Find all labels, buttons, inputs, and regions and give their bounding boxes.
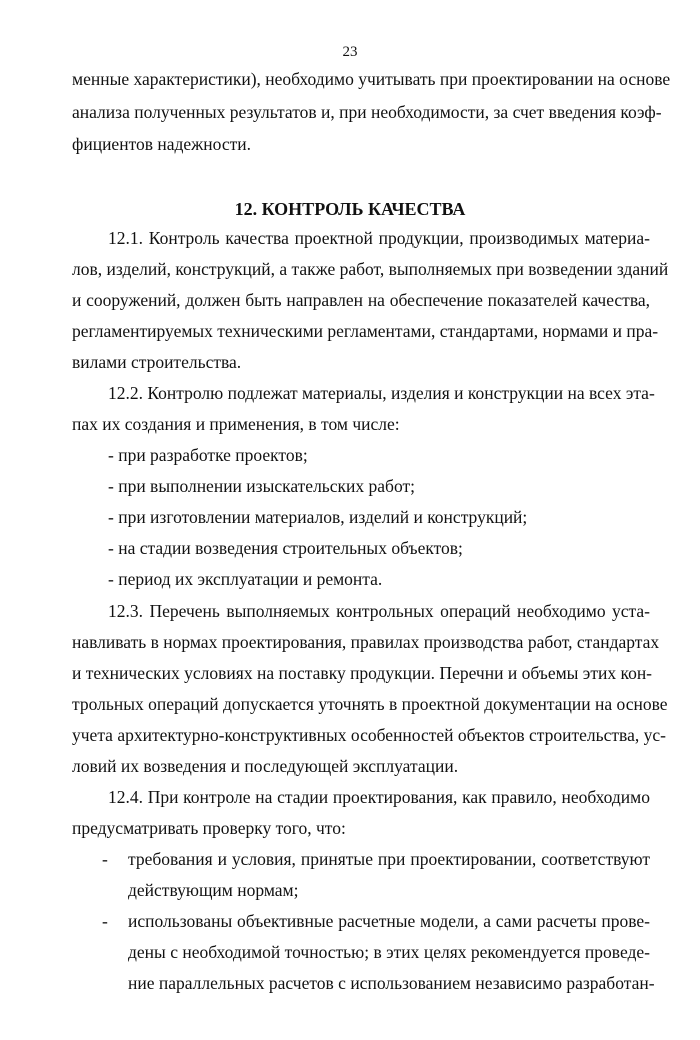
- text-line: учета архитектурно-конструктивных особенностей объектов строительства, ус-: [72, 725, 666, 745]
- paragraph-first-line: 12.4. При контроле на стадии проектирования, как правило, необходимо: [108, 787, 650, 807]
- bullet-line: использованы объективные расчетные модели, а сами расчеты прове-: [128, 911, 650, 931]
- bullet-marker: -: [102, 911, 108, 931]
- text-line: ловий их возведения и последующей эксплуатации.: [72, 756, 459, 776]
- list-item: - при изготовлении материалов, изделий и конструкций;: [108, 507, 528, 527]
- bullet-line: ние параллельных расчетов с использованием независимо разработан-: [128, 973, 655, 993]
- bullet-marker: -: [102, 849, 108, 869]
- text-line: и технических условиях на поставку продукции. Перечни и объемы этих кон-: [72, 663, 653, 683]
- list-item: - период их эксплуатации и ремонта.: [108, 569, 383, 589]
- text-line: вилами строительства.: [72, 352, 242, 372]
- section-heading: 12. КОНТРОЛЬ КАЧЕСТВА: [234, 199, 466, 219]
- paragraph-first-line: 12.3. Перечень выполняемых контрольных операций необходимо уста-: [108, 601, 650, 621]
- text-line: фициентов надежности.: [72, 134, 251, 154]
- list-item: - при разработке проектов;: [108, 445, 308, 465]
- paragraph-first-line: 12.1. Контроль качества проектной продукции, производимых материа-: [108, 228, 650, 248]
- text-line: менные характеристики), необходимо учитывать при проектировании на основе: [72, 69, 671, 89]
- paragraph-first-line: 12.2. Контролю подлежат материалы, изделия и конструкции на всех эта-: [108, 383, 655, 403]
- text-line: и сооружений, должен быть направлен на обеспечение показателей качества,: [72, 290, 650, 310]
- list-item: - на стадии возведения строительных объектов;: [108, 538, 463, 558]
- text-line: регламентируемых техническими регламентами, стандартами, нормами и пра-: [72, 321, 659, 341]
- bullet-line: требования и условия, принятые при проектировании, соответствуют: [128, 849, 650, 869]
- bullet-line: действующим нормам;: [128, 880, 299, 900]
- page-number: 23: [342, 44, 358, 60]
- text-line: навливать в нормах проектирования, правилах производства работ, стандартах: [72, 632, 660, 652]
- list-item: - при выполнении изыскательских работ;: [108, 476, 415, 496]
- text-line: предусматривать проверку того, что:: [72, 818, 346, 838]
- text-line: пах их создания и применения, в том числе:: [72, 414, 400, 434]
- text-line: трольных операций допускается уточнять в проектной документации на основе: [72, 694, 668, 714]
- text-line: лов, изделий, конструкций, а также работ, выполняемых при возведении зданий: [72, 259, 669, 279]
- bullet-line: дены с необходимой точностью; в этих целях рекомендуется проведе-: [128, 942, 650, 962]
- text-line: анализа полученных результатов и, при необходимости, за счет введения коэф-: [72, 102, 662, 122]
